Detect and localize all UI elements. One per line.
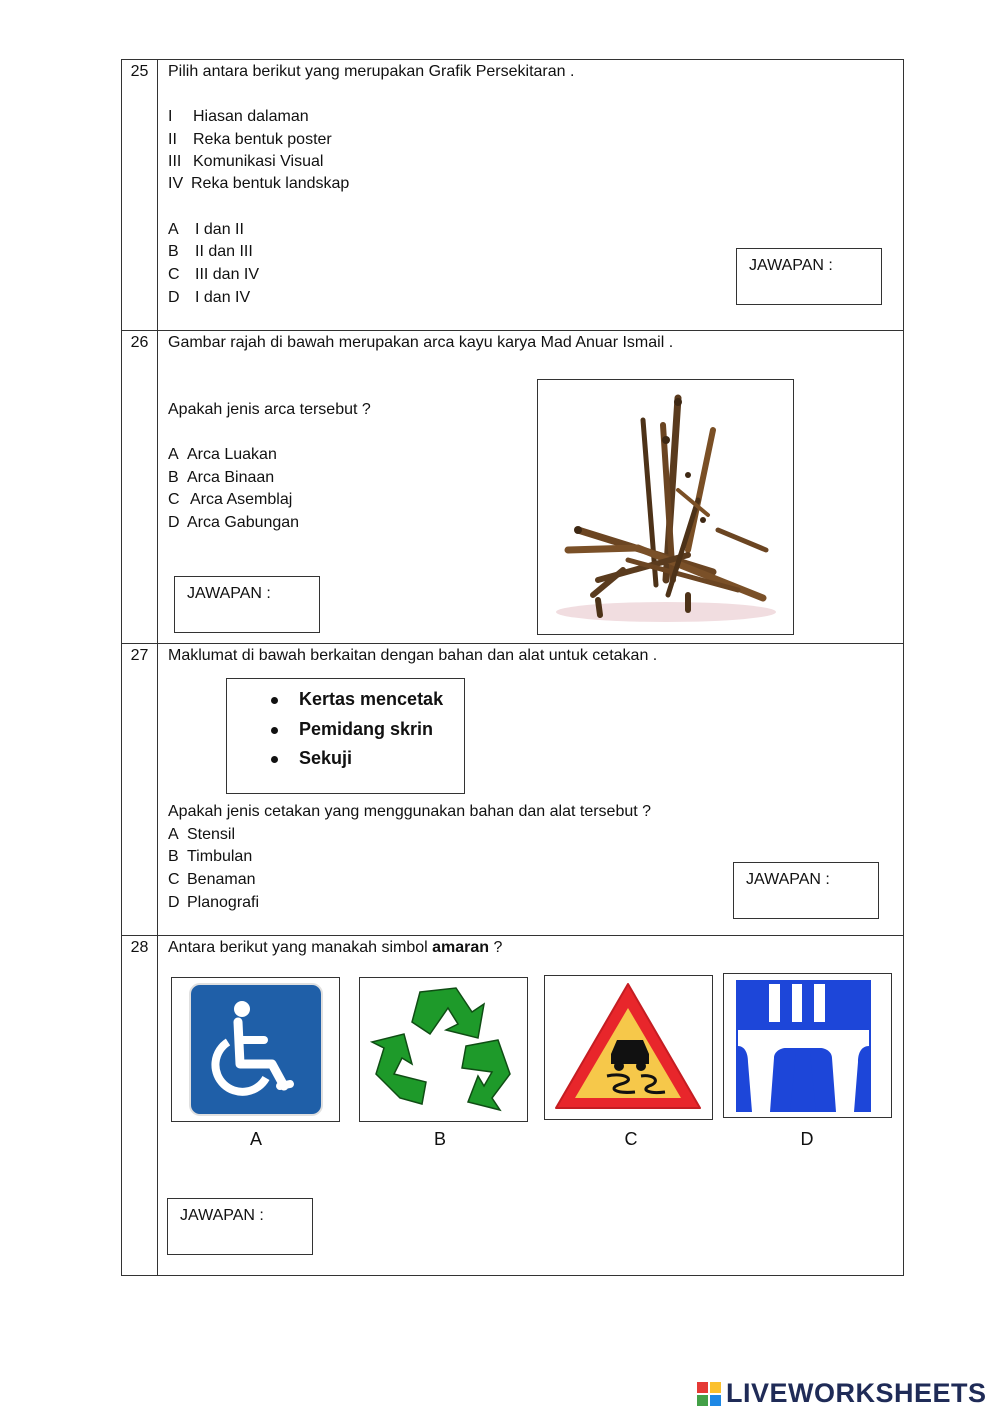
sign-label-a: A bbox=[249, 1129, 262, 1149]
answer-box[interactable] bbox=[167, 1198, 313, 1255]
bullet-icon bbox=[271, 756, 278, 763]
list-item bbox=[267, 685, 443, 715]
answer-label: JAWAPAN : bbox=[187, 585, 271, 602]
option-letter: B bbox=[168, 848, 179, 865]
sign-label-d: D bbox=[800, 1129, 814, 1149]
option-text: Planografi bbox=[187, 894, 260, 911]
statement-text: Reka bentuk landskap bbox=[191, 175, 350, 192]
material-text: Kertas mencetak bbox=[299, 689, 444, 709]
answer-label: JAWAPAN : bbox=[749, 257, 833, 274]
question-number: 25 bbox=[122, 60, 158, 330]
sign-option-c[interactable] bbox=[544, 975, 713, 1120]
wood-sculpture-illustration bbox=[538, 380, 793, 634]
option-text: Arca Asemblaj bbox=[190, 491, 293, 508]
sign-option-a[interactable] bbox=[171, 977, 340, 1122]
question-25 bbox=[122, 60, 903, 331]
statement-text: Hiasan dalaman bbox=[193, 108, 309, 125]
worksheet-table bbox=[121, 59, 904, 1276]
option-letter: A bbox=[168, 446, 179, 463]
option-text: II dan III bbox=[195, 243, 253, 260]
option-text: Arca Binaan bbox=[187, 469, 275, 486]
statement-roman: II bbox=[168, 131, 177, 148]
list-item bbox=[267, 744, 443, 774]
answer-label: JAWAPAN : bbox=[746, 871, 830, 888]
recycle-icon bbox=[360, 978, 527, 1121]
answer-label: JAWAPAN : bbox=[180, 1207, 264, 1224]
question-27 bbox=[122, 644, 903, 936]
option-text: I dan II bbox=[195, 221, 244, 238]
material-text: Pemidang skrin bbox=[299, 718, 434, 739]
statement-roman: III bbox=[168, 153, 182, 170]
list-item bbox=[267, 715, 443, 745]
bullet-icon bbox=[271, 697, 278, 704]
materials-box bbox=[226, 678, 465, 794]
option-letter: D bbox=[168, 894, 180, 911]
bullet-icon bbox=[271, 727, 278, 734]
option-letter: C bbox=[168, 871, 180, 888]
statement-text: Reka bentuk poster bbox=[193, 131, 332, 148]
question-prompt: Apakah jenis arca tersebut ? bbox=[168, 401, 371, 418]
sign-option-b[interactable] bbox=[359, 977, 528, 1122]
question-body bbox=[159, 60, 903, 330]
question-stem: Pilih antara berikut yang merupakan Grafik Persekitaran . bbox=[168, 63, 575, 80]
question-prompt: Apakah jenis cetakan yang menggunakan bahan dan alat tersebut ? bbox=[168, 803, 652, 820]
option-text: I dan IV bbox=[195, 289, 251, 306]
option-letter: B bbox=[168, 243, 179, 260]
question-28 bbox=[122, 936, 903, 1275]
statement-text: Komunikasi Visual bbox=[193, 153, 324, 170]
brand-footer[interactable]: LIVEWORKSHEETS bbox=[726, 1378, 987, 1408]
question-26 bbox=[122, 331, 903, 644]
liveworksheets-logo-icon bbox=[697, 1382, 721, 1406]
answer-box[interactable] bbox=[174, 576, 320, 633]
answer-box[interactable] bbox=[733, 862, 879, 919]
option-text: Stensil bbox=[187, 826, 236, 843]
answer-box[interactable] bbox=[736, 248, 882, 305]
material-text: Sekuji bbox=[299, 748, 353, 768]
option-text: Timbulan bbox=[187, 848, 253, 865]
sign-option-d[interactable] bbox=[723, 973, 892, 1118]
question-body bbox=[159, 331, 903, 643]
option-letter: B bbox=[168, 469, 179, 486]
option-letter: C bbox=[168, 491, 180, 508]
question-stem: Gambar rajah di bawah merupakan arca kayu karya Mad Anuar Ismail . bbox=[168, 334, 674, 351]
sign-label-c: C bbox=[624, 1129, 638, 1149]
question-stem: Antara berikut yang manakah simbol amaran ? bbox=[168, 939, 503, 956]
option-letter: D bbox=[168, 289, 180, 306]
statement-roman: I bbox=[168, 108, 173, 125]
option-letter: A bbox=[168, 826, 179, 843]
materials-list bbox=[267, 685, 443, 774]
option-text: Arca Gabungan bbox=[187, 514, 300, 531]
option-letter: A bbox=[168, 221, 179, 238]
sculpture-image bbox=[537, 379, 794, 635]
option-text: Arca Luakan bbox=[187, 446, 277, 463]
question-body bbox=[159, 936, 903, 1275]
question-number: 26 bbox=[122, 331, 158, 643]
option-text: Benaman bbox=[187, 871, 256, 888]
option-letter: C bbox=[168, 266, 180, 283]
question-stem: Maklumat di bawah berkaitan dengan bahan dan alat untuk cetakan . bbox=[168, 647, 658, 664]
slippery-road-warning-icon bbox=[545, 976, 712, 1119]
motorway-icon bbox=[724, 974, 891, 1117]
question-number: 28 bbox=[122, 936, 158, 1275]
wheelchair-icon bbox=[172, 978, 339, 1121]
sign-label-b: B bbox=[433, 1129, 446, 1149]
option-text: III dan IV bbox=[195, 266, 260, 283]
statement-roman: IV bbox=[168, 175, 184, 192]
question-body bbox=[159, 644, 903, 935]
option-letter: D bbox=[168, 514, 180, 531]
question-number: 27 bbox=[122, 644, 158, 935]
